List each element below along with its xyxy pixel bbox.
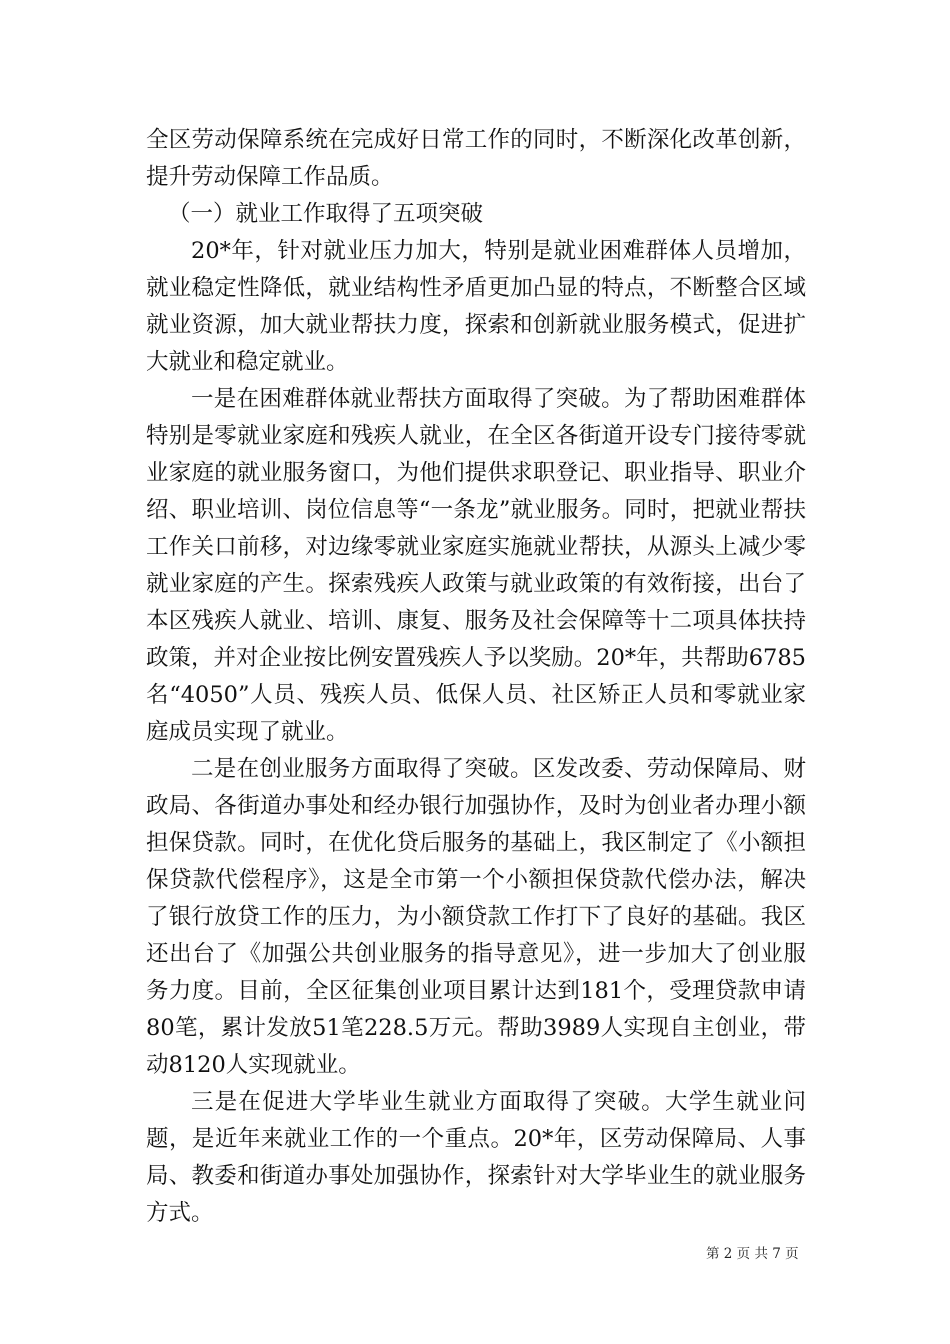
section-heading: （一）就业工作取得了五项突破 [168, 201, 484, 227]
paragraph-point-two: 二是在创业服务方面取得了突破。区发改委、劳动保障局、财政局、各街道办事处和经办银行加强协作，及时为创业者办理小额担保贷款。同时，在优化贷后服务的基础上，我区制定了《小额担保贷款代偿程序》，这是全市第一个小额担保贷款代偿办法，解决了银行放贷工作的压力，为小额贷款工作打下了良好的基础。我区还出台了《加强公共创业服务的指导意见》，进一步加大了创业服务力度。目前，全区征集创业项目累计达到181个，受理贷款申请80笔，累计发放51笔228.5万元。帮助3989人实现自主创业，带动8120人实现就业。 [146, 756, 806, 1078]
paragraph-point-one: 一是在困难群体就业帮扶方面取得了突破。为了帮助困难群体特别是零就业家庭和残疾人就业，在全区各街道开设专门接待零就业家庭的就业服务窗口，为他们提供求职登记、职业指导、职业介绍、职业培训、岗位信息等“一条龙”就业服务。同时，把就业帮扶工作关口前移，对边缘零就业家庭实施就业帮扶，从源头上减少零就业家庭的产生。探索残疾人政策与就业政策的有效衔接，出台了本区残疾人就业、培训、康复、服务及社会保障等十二项具体扶持政策，并对企业按比例安置残疾人予以奖励。20*年，共帮助6785名“4050”人员、残疾人员、低保人员、社区矫正人员和零就业家庭成员实现了就业。 [146, 386, 806, 745]
paragraph-intro-continuation: 全区劳动保障系统在完成好日常工作的同时，不断深化改革创新，提升劳动保障工作品质。 [146, 127, 806, 190]
body-text [146, 122, 806, 1232]
paragraph-overview: 20*年，针对就业压力加大，特别是就业困难群体人员增加，就业稳定性降低，就业结构性矛盾更加凸显的特点，不断整合区域就业资源，加大就业帮扶力度，探索和创新就业服务模式，促进扩大就业和稳定就业。 [146, 238, 806, 375]
page-number-footer: 第 2 页 共 7 页 [706, 1246, 799, 1262]
paragraph-point-three: 三是在促进大学毕业生就业方面取得了突破。大学生就业问题，是近年来就业工作的一个重点。20*年，区劳动保障局、人事局、教委和街道办事处加强协作，探索针对大学毕业生的就业服务方式。 [146, 1089, 806, 1226]
